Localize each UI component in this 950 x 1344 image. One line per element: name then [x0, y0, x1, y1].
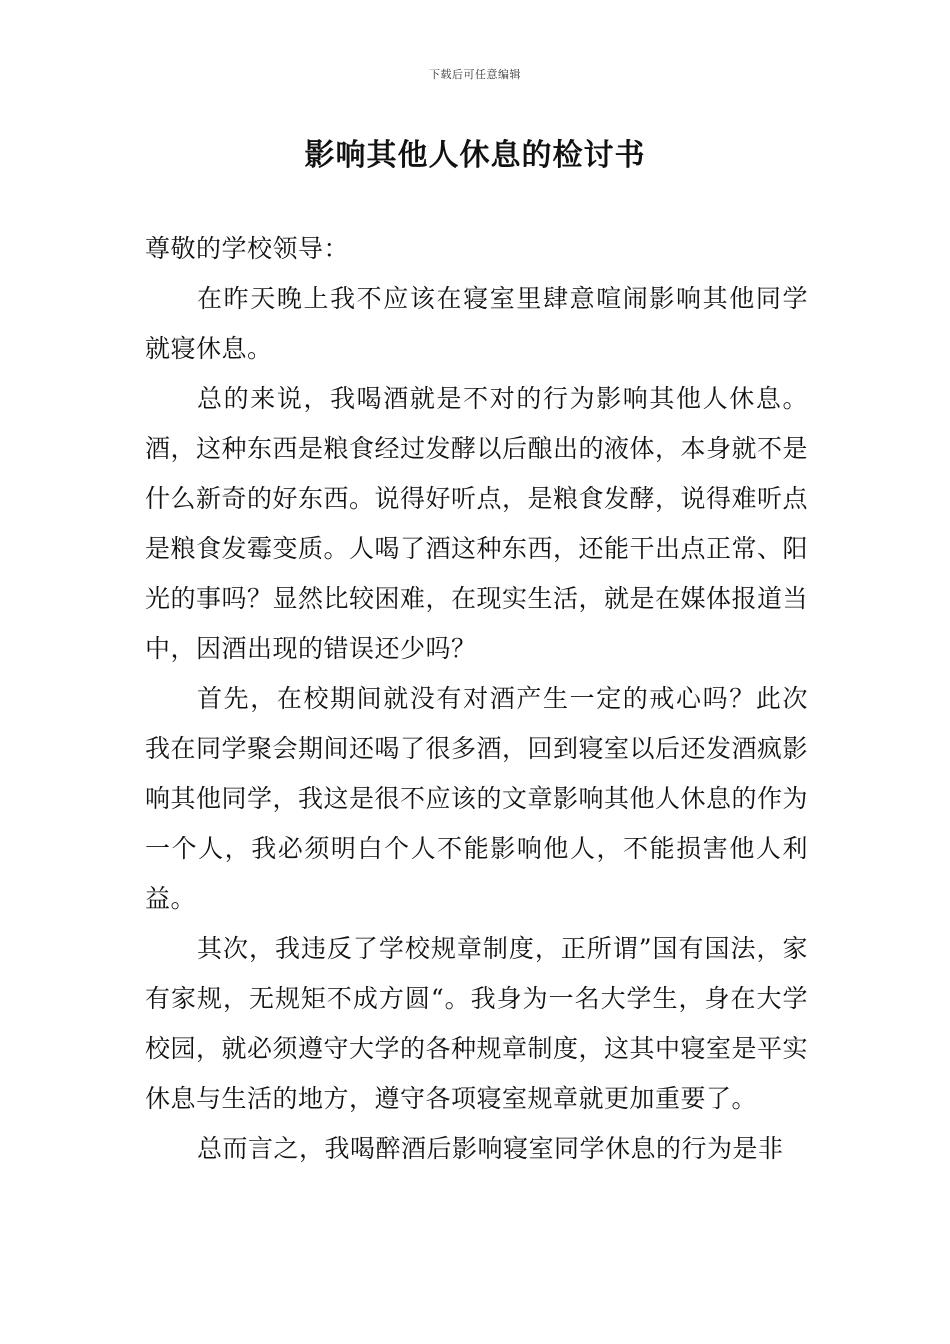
paragraph-3: 首先，在校期间就没有对酒产生一定的戒心吗？此次我在同学聚会期间还喝了很多酒，回到寝室以后还发酒疯影响其他同学，我这是很不应该的文章影响其他人休息的作为一个人，我必须明白个人不能影响他人，不能损害他人利益。: [145, 684, 809, 913]
document-body: [145, 224, 808, 1174]
paragraph-5: 总而言之，我喝醉酒后影响寝室同学休息的行为是非: [197, 1134, 784, 1163]
paragraph-4: 其次，我违反了学校规章制度，正所谓”国有国法，家有家规，无规矩不成方圆“。我身为一名大学生，身在大学校园，就必须遵守大学的各种规章制度，这其中寝室是平实休息与生活的地方，遵守各项寝室规章就更加重要了。: [145, 934, 809, 1113]
paragraph-1: 在昨天晚上我不应该在寝室里肆意喧闹影响其他同学就寝休息。: [145, 284, 808, 363]
header-note: 下载后可任意编辑: [429, 68, 521, 81]
document-title: 影响其他人休息的检讨书: [304, 138, 646, 173]
salutation: 尊敬的学校领导：: [145, 234, 350, 263]
paragraph-2: 总的来说，我喝酒就是不对的行为影响其他人休息。酒，这种东西是粮食经过发酵以后酿出的液体，本身就不是什么新奇的好东西。说得好听点，是粮食发酵，说得难听点是粮食发霉变质。人喝了酒这种东西，还能干出点正常、阳光的事吗？显然比较困难，在现实生活，就是在媒体报道当中，因酒出现的错误还少吗？: [145, 384, 809, 663]
